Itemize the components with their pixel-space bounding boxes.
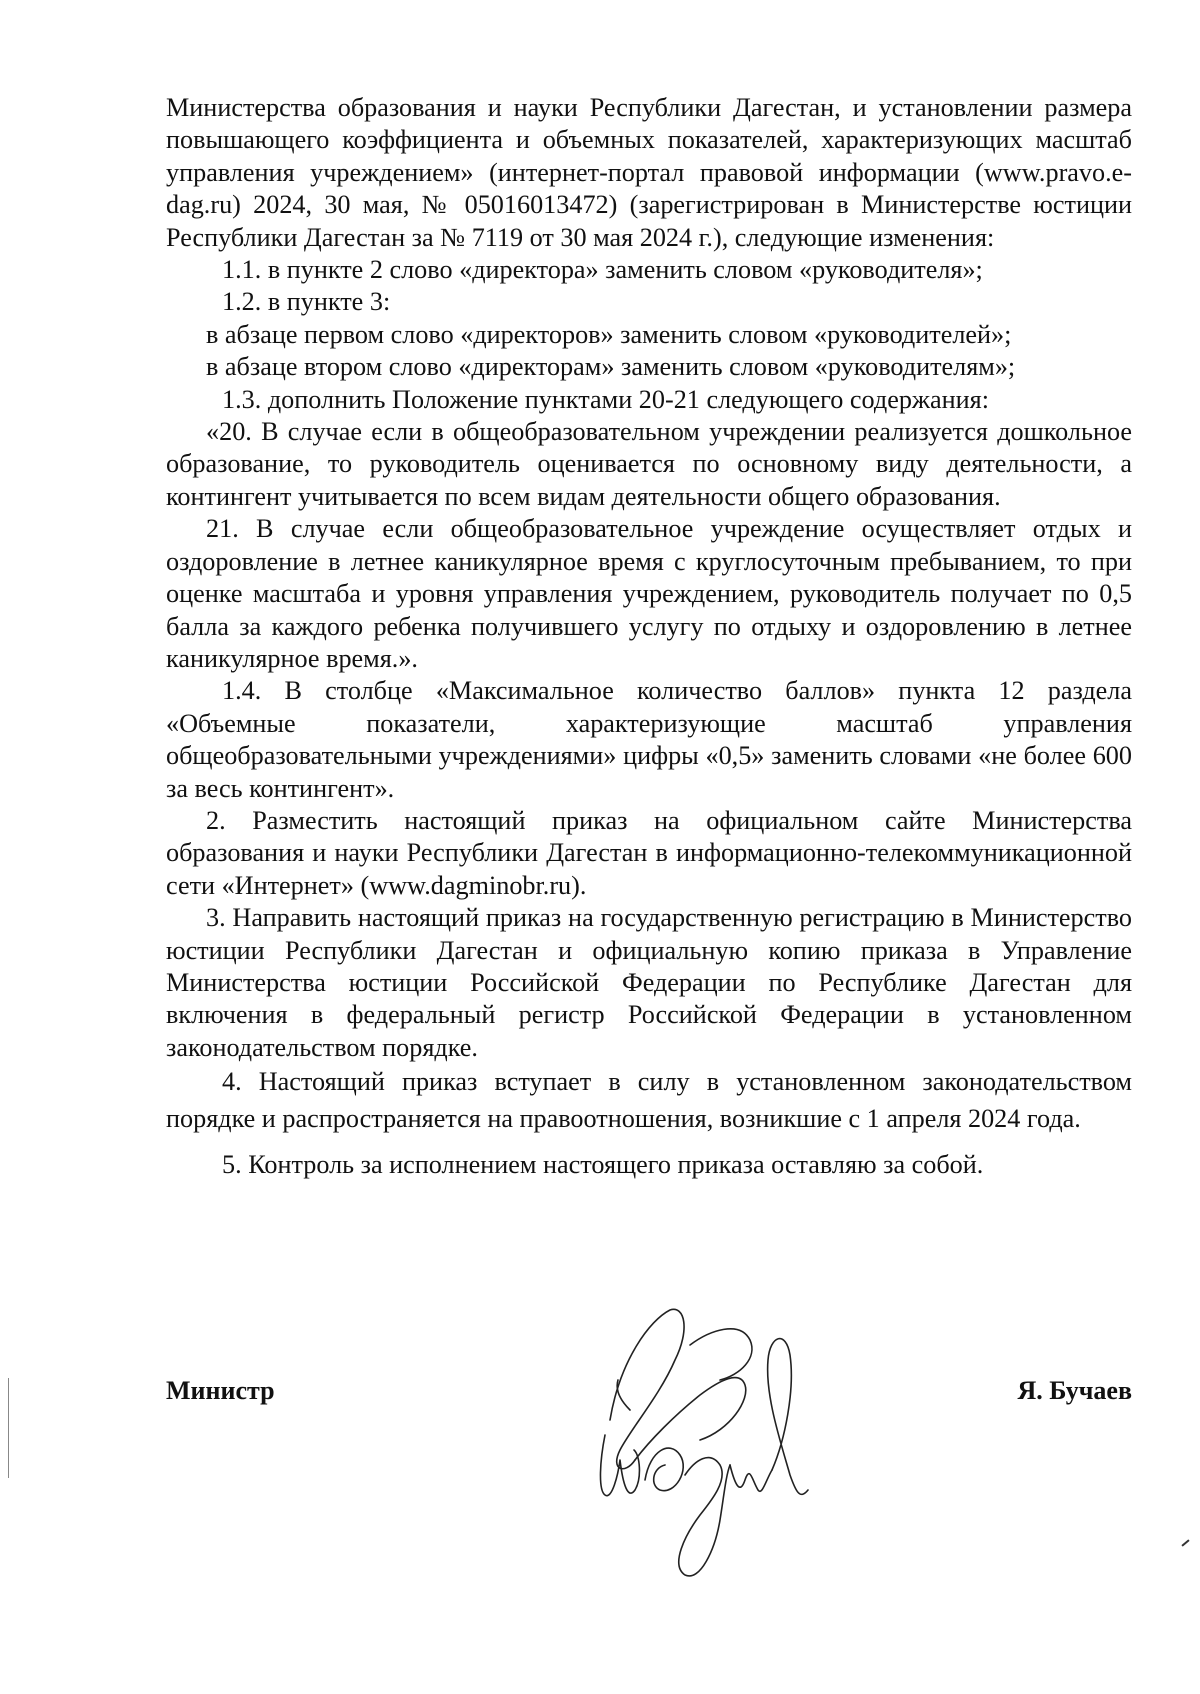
signatory-name: Я. Бучаев bbox=[1017, 1376, 1132, 1405]
paragraph-item-1-2: 1.2. в пункте 3: bbox=[222, 287, 391, 317]
paragraph-item-1-2-b: в абзаце втором слово «директорам» заменить словом «руководителям»; bbox=[206, 352, 1016, 382]
paragraph-item-20: «20. В случае если в общеобразовательном учреждении реализуется дошкольное образование, то руководитель оценивается по основному виду деятельности, а контингент учитывается по всем видам деятельности общего образования. bbox=[166, 417, 1132, 511]
paragraph-item-2: 2. Разместить настоящий приказ на официальном сайте Министерства образования и науки Республики Дагестан в информационно-телекоммуникационной сети «Интернет» (www.dagminobr.ru). bbox=[166, 805, 1132, 900]
paragraph-intro: Министерства образования и науки Республики Дагестан, и установлении размера повышающего коэффициента и объемных показателей, характеризующих масштаб управления учреждением» (интернет-портал правовой информации (www.pravo.e-dag.ru) 2024, 30 мая, № 05016013472) (зарегистрирован в Министерстве юстиции Республики Дагестан за № 7119 от 30 мая 2024 г.), следующие изменения: bbox=[166, 93, 1132, 252]
paragraph-item-4: 4. Настоящий приказ вступает в силу в установленном законодательством порядке и распространяется на правоотношения, возникшие с 1 апреля 2024 года. bbox=[166, 1067, 1132, 1133]
paragraph-item-1-4: 1.4. В столбце «Максимальное количество баллов» пункта 12 раздела «Объемные показатели, характеризующие масштаб управления общеобразовательными учреждениями» цифры «0,5» заменить словами «не более 600 за весь контингент». bbox=[166, 676, 1132, 803]
scan-margin-line bbox=[8, 1378, 9, 1478]
scan-corner-mark bbox=[1181, 1539, 1189, 1546]
paragraph-item-3: 3. Направить настоящий приказ на государственную регистрацию в Министерство юстиции Республики Дагестан и официальную копию приказа в Управление Министерства юстиции Российской Федерации по Республике Дагестан для включения в федеральный регистр Российской Федерации в установленном законодательством порядке. bbox=[166, 903, 1132, 1062]
paragraph-item-1-3: 1.3. дополнить Положение пунктами 20-21 следующего содержания: bbox=[222, 384, 989, 414]
paragraph-item-21: 21. В случае если общеобразовательное учреждение осуществляет отдых и оздоровление в летнее каникулярное время с круглосуточным пребыванием, то при оценке масштаба и уровня управления учреждением, руководитель получает по 0,5 балла за каждого ребенка получившего услугу по отдыху и оздоровлению в летнее каникулярное время.». bbox=[166, 514, 1132, 673]
document-body bbox=[166, 92, 1132, 1182]
paragraph-item-5: 5. Контроль за исполнением настоящего приказа оставляю за собой. bbox=[222, 1150, 984, 1180]
paragraph-item-1-2-a: в абзаце первом слово «директоров» заменить словом «руководителей»; bbox=[206, 319, 1012, 349]
signatory-title: Министр bbox=[166, 1376, 275, 1405]
handwritten-signature bbox=[590, 1300, 840, 1580]
paragraph-item-1-1: 1.1. в пункте 2 слово «директора» заменить словом «руководителя»; bbox=[222, 255, 983, 285]
